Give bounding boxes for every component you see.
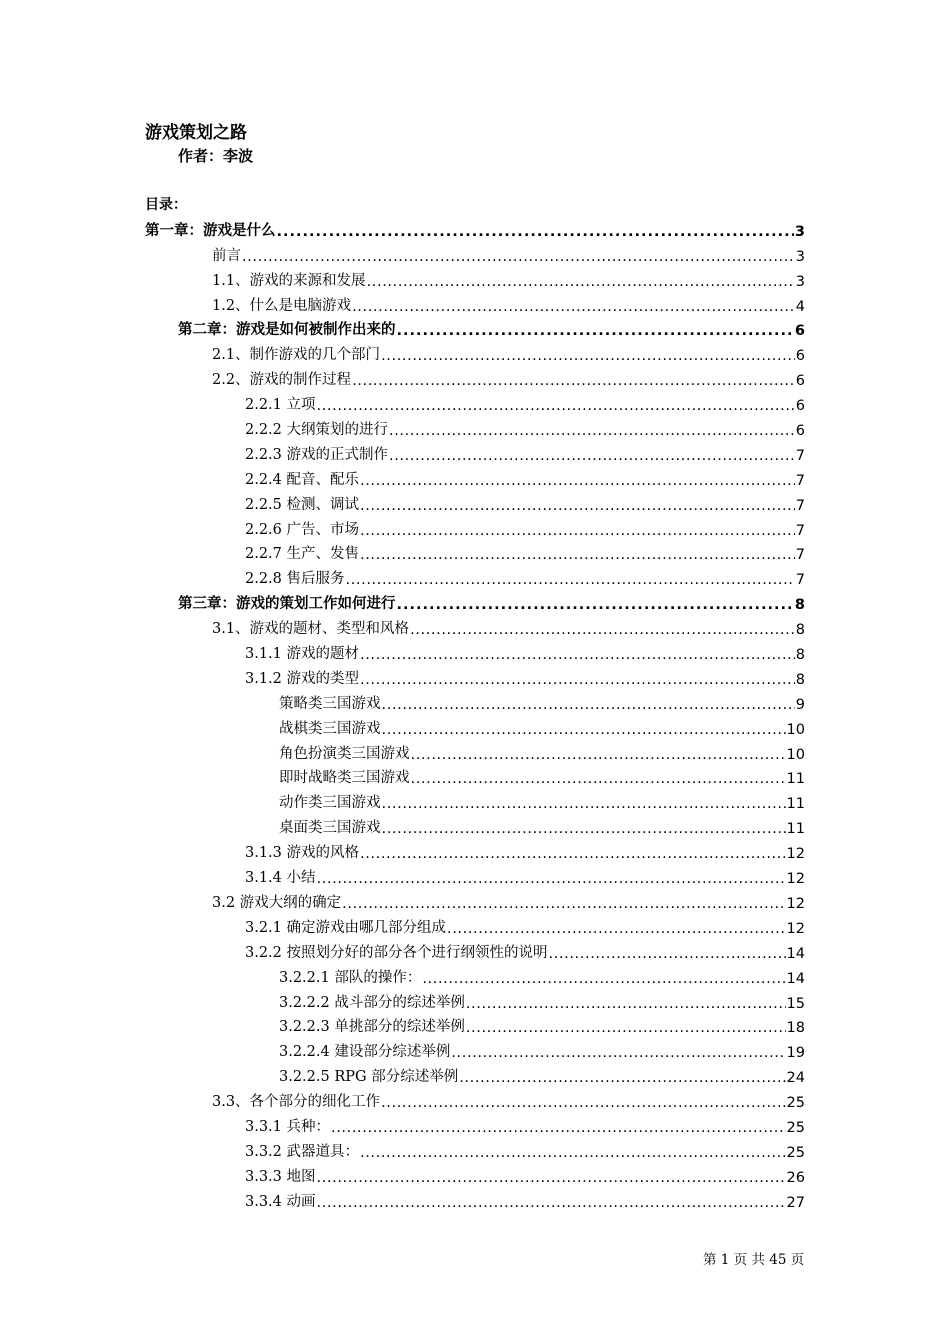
toc-dot-leader <box>466 996 786 1012</box>
toc-entry-label: 即时战略类三国游戏 <box>279 770 410 787</box>
toc-entry-label: 2.2.2 大纲策划的进行 <box>245 422 389 439</box>
toc-page-number: 6 <box>795 373 805 390</box>
toc-entry-label: 2.1、制作游戏的几个部门 <box>212 347 381 364</box>
table-of-contents <box>145 215 805 1211</box>
toc-dot-leader <box>367 274 795 290</box>
toc-page-number: 18 <box>786 1020 805 1037</box>
toc-page-number: 6 <box>795 398 805 415</box>
toc-entry-label: 3.2.2.1 部队的操作： <box>279 969 422 986</box>
toc-entry-label: 3.2.1 确定游戏由哪几部分组成 <box>245 919 447 936</box>
toc-dot-leader <box>381 1095 785 1111</box>
toc-page-number: 11 <box>786 771 805 788</box>
toc-entry[interactable] <box>145 1186 805 1211</box>
toc-page-number: 27 <box>786 1194 805 1211</box>
toc-page-number: 7 <box>795 472 805 489</box>
toc-entry[interactable] <box>145 489 805 514</box>
toc-entry[interactable] <box>145 1012 805 1037</box>
toc-page-number: 4 <box>795 298 805 315</box>
toc-page-number: 25 <box>786 1119 805 1136</box>
toc-entry[interactable] <box>145 738 805 763</box>
toc-entry[interactable] <box>145 563 805 588</box>
toc-page-number: 12 <box>786 871 805 888</box>
page-footer: 第 1 页 共 45 页 <box>703 1252 805 1268</box>
toc-dot-leader <box>352 373 795 389</box>
toc-entry[interactable] <box>145 987 805 1012</box>
toc-page-number: 3 <box>794 223 805 240</box>
toc-entry-label: 2.2.5 检测、调试 <box>245 496 360 513</box>
toc-entry-label: 第一章：游戏是什么 <box>145 221 276 239</box>
toc-dot-leader <box>317 398 795 414</box>
toc-page-number: 3 <box>795 248 805 265</box>
toc-dot-leader <box>451 1045 785 1061</box>
toc-entry-label: 前言 <box>212 247 241 264</box>
toc-page-number: 8 <box>794 597 805 614</box>
toc-entry-label: 3.1.3 游戏的风格 <box>245 845 360 862</box>
toc-dot-leader <box>352 299 795 315</box>
toc-dot-leader <box>317 1170 786 1186</box>
toc-entry-label: 策略类三国游戏 <box>279 695 381 712</box>
toc-dot-leader <box>277 224 794 240</box>
toc-dot-leader <box>422 971 785 987</box>
toc-entry[interactable] <box>145 613 805 638</box>
toc-entry[interactable] <box>145 339 805 364</box>
toc-entry[interactable] <box>145 1086 805 1111</box>
toc-entry[interactable] <box>145 414 805 439</box>
toc-dot-leader <box>317 1195 786 1211</box>
toc-dot-leader <box>459 1070 785 1086</box>
toc-entry-label: 3.1、游戏的题材、类型和风格 <box>212 621 410 638</box>
toc-entry-label: 1.2、什么是电脑游戏 <box>212 297 352 314</box>
toc-dot-leader <box>411 747 786 763</box>
toc-entry[interactable] <box>145 912 805 937</box>
toc-dot-leader <box>360 473 795 489</box>
toc-entry-label: 3.3.3 地图 <box>245 1168 316 1185</box>
toc-dot-leader <box>360 1145 786 1161</box>
toc-dot-leader <box>382 821 786 837</box>
toc-entry[interactable] <box>145 713 805 738</box>
toc-dot-leader <box>389 448 795 464</box>
toc-page-number: 19 <box>786 1045 805 1062</box>
toc-entry[interactable] <box>145 763 805 788</box>
toc-chapter-entry[interactable] <box>145 315 805 340</box>
toc-entry[interactable] <box>145 1111 805 1136</box>
toc-page-number: 3 <box>795 273 805 290</box>
toc-page-number: 11 <box>786 796 805 813</box>
toc-entry[interactable] <box>145 364 805 389</box>
toc-dot-leader <box>360 647 795 663</box>
toc-entry-label: 2.2.8 售后服务 <box>245 571 345 588</box>
toc-entry-label: 2.2.6 广告、市场 <box>245 521 360 538</box>
toc-dot-leader <box>346 572 795 588</box>
toc-entry-label: 3.2.2 按照划分好的部分各个进行纲领性的说明 <box>245 944 548 961</box>
toc-entry[interactable] <box>145 1036 805 1061</box>
toc-page-number: 12 <box>786 846 805 863</box>
toc-entry-label: 2.2.3 游戏的正式制作 <box>245 446 389 463</box>
toc-entry[interactable] <box>145 688 805 713</box>
toc-dot-leader <box>466 1020 786 1036</box>
toc-entry[interactable] <box>145 389 805 414</box>
toc-entry[interactable] <box>145 638 805 663</box>
toc-entry[interactable] <box>145 862 805 887</box>
toc-entry[interactable] <box>145 439 805 464</box>
toc-page-number: 25 <box>786 1144 805 1161</box>
toc-dot-leader <box>389 423 795 439</box>
toc-entry[interactable] <box>145 1161 805 1186</box>
toc-page-number: 26 <box>786 1169 805 1186</box>
toc-entry-label: 3.2 游戏大纲的确定 <box>212 894 342 911</box>
author-line: 作者：李波 <box>178 147 254 165</box>
toc-dot-leader <box>382 697 795 713</box>
toc-page-number: 12 <box>786 895 805 912</box>
toc-page-number: 7 <box>795 547 805 564</box>
toc-dot-leader <box>360 846 786 862</box>
toc-entry-label: 3.2.2.3 单挑部分的综述举例 <box>279 1019 465 1036</box>
toc-dot-leader <box>317 871 786 887</box>
toc-entry[interactable] <box>145 290 805 315</box>
toc-entry-label: 3.3.2 武器道具： <box>245 1143 360 1160</box>
toc-dot-leader <box>382 796 786 812</box>
toc-entry-label: 3.3、各个部分的细化工作 <box>212 1094 381 1111</box>
toc-entry-label: 第二章：游戏是如何被制作出来的 <box>178 321 396 339</box>
toc-dot-leader <box>382 722 786 738</box>
toc-entry-label: 动作类三国游戏 <box>279 795 381 812</box>
toc-page-number: 10 <box>786 746 805 763</box>
toc-entry-label: 3.1.1 游戏的题材 <box>245 646 360 663</box>
toc-entry-label: 桌面类三国游戏 <box>279 820 381 837</box>
toc-page-number: 14 <box>786 970 805 987</box>
toc-entry[interactable] <box>145 812 805 837</box>
toc-dot-leader <box>410 622 795 638</box>
toc-entry[interactable] <box>145 464 805 489</box>
toc-page-number: 6 <box>795 348 805 365</box>
toc-entry[interactable] <box>145 1136 805 1161</box>
toc-page-number: 7 <box>795 522 805 539</box>
toc-entry-label: 3.1.2 游戏的类型 <box>245 670 360 687</box>
toc-page-number: 15 <box>786 995 805 1012</box>
toc-dot-leader <box>342 896 785 912</box>
toc-entry-label: 2.2.7 生产、发售 <box>245 546 360 563</box>
toc-entry-label: 2.2、游戏的制作过程 <box>212 372 352 389</box>
toc-dot-leader <box>381 348 795 364</box>
toc-entry-label: 3.1.4 小结 <box>245 870 316 887</box>
toc-entry[interactable] <box>145 663 805 688</box>
toc-chapter-entry[interactable] <box>145 588 805 613</box>
toc-entry[interactable] <box>145 937 805 962</box>
toc-page-number: 10 <box>786 721 805 738</box>
document-title: 游戏策划之路 <box>145 123 247 143</box>
toc-dot-leader <box>447 921 786 937</box>
toc-entry-label: 3.2.2.4 建设部分综述举例 <box>279 1044 451 1061</box>
toc-page-number: 8 <box>795 647 805 664</box>
toc-entry-label: 2.2.4 配音、配乐 <box>245 471 360 488</box>
toc-entry-label: 1.1、游戏的来源和发展 <box>212 272 366 289</box>
toc-page-number: 6 <box>795 423 805 440</box>
toc-dot-leader <box>360 498 795 514</box>
toc-entry-label: 3.3.1 兵种： <box>245 1118 331 1135</box>
toc-page-number: 7 <box>795 572 805 589</box>
toc-entry-label: 3.3.4 动画 <box>245 1193 316 1210</box>
toc-entry[interactable] <box>145 1061 805 1086</box>
toc-entry-label: 战棋类三国游戏 <box>279 720 381 737</box>
toc-entry[interactable] <box>145 539 805 564</box>
toc-entry[interactable] <box>145 887 805 912</box>
toc-page-number: 9 <box>795 696 805 713</box>
toc-dot-leader <box>331 1120 786 1136</box>
toc-page-number: 24 <box>786 1070 805 1087</box>
toc-chapter-entry[interactable] <box>145 215 805 240</box>
toc-dot-leader <box>360 523 795 539</box>
toc-page-number: 8 <box>795 622 805 639</box>
toc-page-number: 8 <box>795 671 805 688</box>
toc-entry-label: 2.2.1 立项 <box>245 397 316 414</box>
toc-dot-leader <box>411 771 786 787</box>
toc-entry[interactable] <box>145 962 805 987</box>
toc-page-number: 7 <box>795 497 805 514</box>
toc-page-number: 14 <box>786 945 805 962</box>
toc-dot-leader <box>397 597 794 613</box>
toc-dot-leader <box>242 249 795 265</box>
toc-entry[interactable] <box>145 240 805 265</box>
toc-page-number: 11 <box>786 821 805 838</box>
toc-entry[interactable] <box>145 787 805 812</box>
toc-page-number: 25 <box>786 1095 805 1112</box>
toc-entry-label: 角色扮演类三国游戏 <box>279 745 410 762</box>
toc-dot-leader <box>549 946 786 962</box>
toc-page-number: 6 <box>794 323 805 340</box>
toc-entry[interactable] <box>145 514 805 539</box>
toc-entry[interactable] <box>145 837 805 862</box>
toc-dot-leader <box>360 672 795 688</box>
toc-dot-leader <box>360 547 795 563</box>
toc-dot-leader <box>397 323 794 339</box>
toc-page-number: 7 <box>795 447 805 464</box>
toc-entry-label: 第三章：游戏的策划工作如何进行 <box>178 595 396 613</box>
toc-heading: 目录： <box>145 197 187 213</box>
toc-page-number: 12 <box>786 920 805 937</box>
toc-entry-label: 3.2.2.2 战斗部分的综述举例 <box>279 994 465 1011</box>
toc-entry-label: 3.2.2.5 RPG 部分综述举例 <box>279 1069 459 1086</box>
toc-entry[interactable] <box>145 265 805 290</box>
